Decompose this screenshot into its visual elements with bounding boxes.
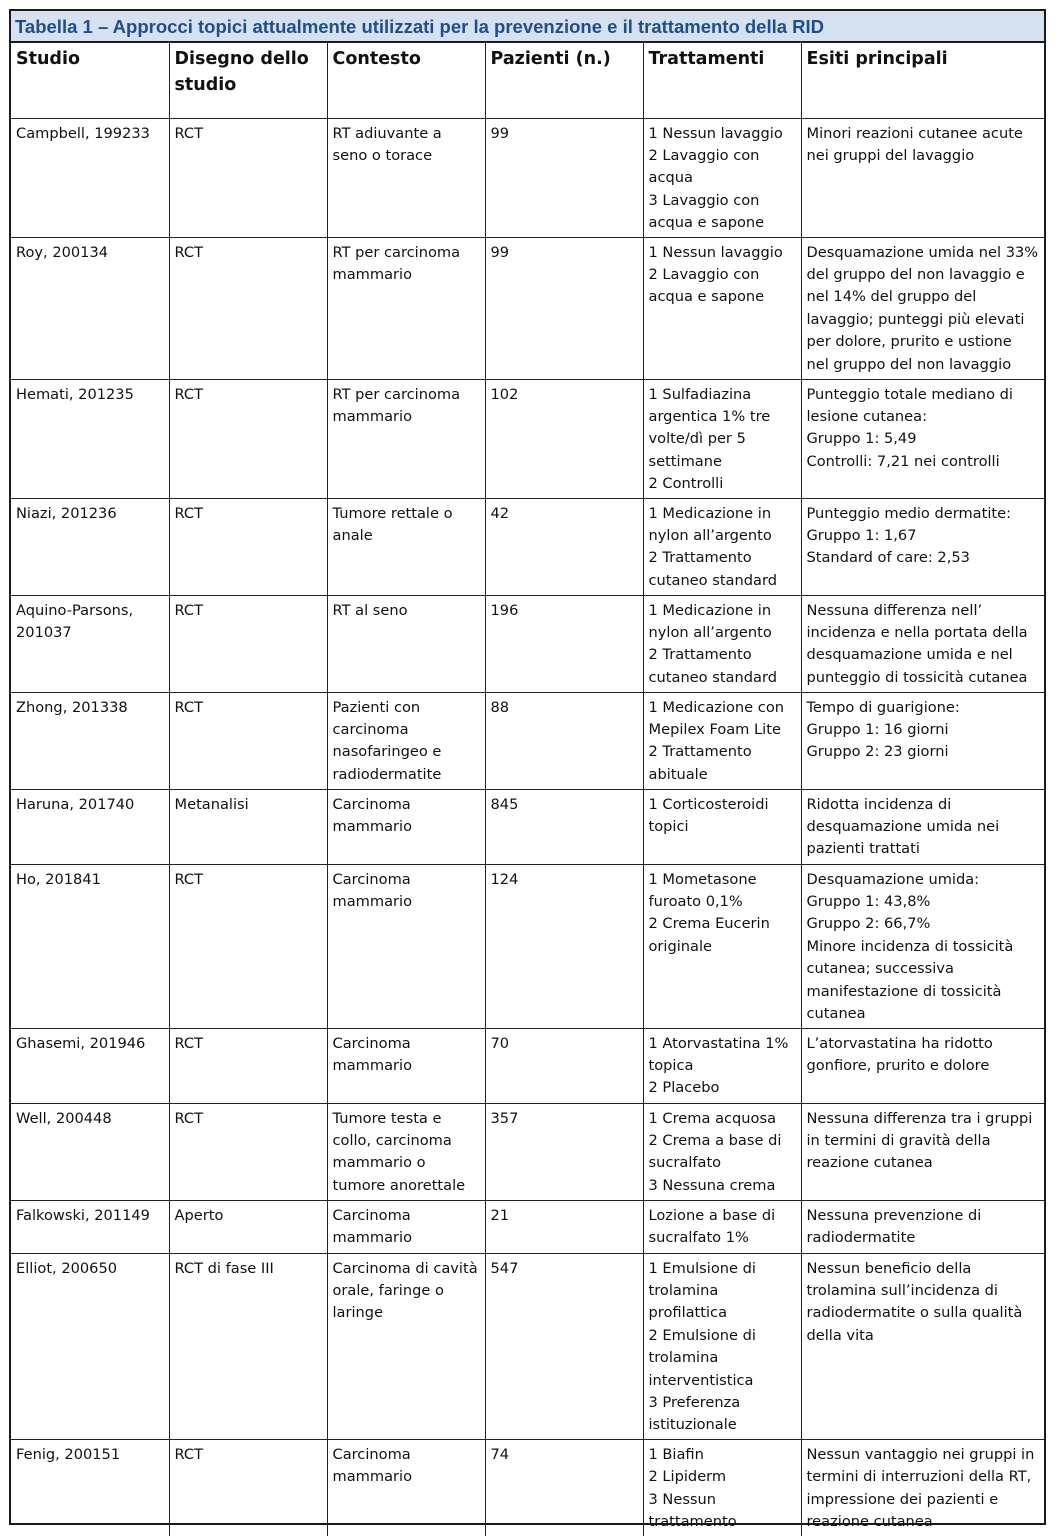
cell-pazienti	[485, 379, 643, 498]
cell-contesto	[327, 1103, 485, 1200]
cell-disegno	[169, 498, 327, 595]
cell-line: termini di interruzioni della RT,	[806, 1468, 1032, 1486]
cell-line: 99	[490, 124, 510, 142]
cell-studio	[11, 118, 169, 237]
cell-contesto	[327, 692, 485, 789]
header-row	[11, 43, 1044, 118]
cell-line: topica	[648, 1056, 694, 1074]
header-esiti: Esiti principali	[801, 43, 1044, 118]
cell-studio	[11, 1200, 169, 1253]
cell-line: 201037	[16, 623, 72, 641]
cell-contesto	[327, 118, 485, 237]
table-row	[11, 379, 1044, 498]
header-studio: Studio	[11, 43, 169, 118]
cell-line: 1 Corticosteroidi	[648, 795, 769, 813]
cell-line: Falkowski, 201149	[16, 1206, 150, 1224]
cell-esiti	[801, 789, 1044, 864]
cell-line: Nessun vantaggio nei gruppi in	[806, 1445, 1035, 1463]
cell-esiti	[801, 1439, 1044, 1536]
cell-studio	[11, 1103, 169, 1200]
cell-line: del gruppo del non lavaggio e	[806, 265, 1025, 283]
cell-line: RCT	[174, 124, 204, 142]
cell-disegno	[169, 789, 327, 864]
cell-esiti	[801, 379, 1044, 498]
cell-line: tumore anorettale	[332, 1176, 466, 1194]
cell-contesto	[327, 379, 485, 498]
cell-line: acqua e sapone	[648, 288, 765, 306]
table-row	[11, 118, 1044, 237]
cell-line: RT per carcinoma	[332, 243, 461, 261]
cell-line: nel 14% del gruppo del	[806, 288, 977, 306]
cell-line: nylon all’argento	[648, 623, 772, 641]
cell-line: 1 Medicazione in	[648, 504, 772, 522]
cell-line: argentica 1% tre	[648, 407, 771, 425]
cell-line: collo, carcinoma	[332, 1131, 452, 1149]
cell-line: orale, faringe o	[332, 1281, 444, 1299]
cell-line: RCT	[174, 243, 204, 261]
cell-pazienti	[485, 1200, 643, 1253]
cell-line: in termini di gravità della	[806, 1131, 991, 1149]
cell-disegno	[169, 118, 327, 237]
cell-line: 3 Lavaggio con	[648, 191, 760, 209]
cell-line: mammario	[332, 892, 413, 910]
cell-disegno	[169, 379, 327, 498]
cell-line: RCT	[174, 1034, 204, 1052]
cell-esiti	[801, 864, 1044, 1028]
cell-line: 99	[490, 243, 510, 261]
cell-contesto	[327, 237, 485, 379]
cell-line: 2 Controlli	[648, 475, 724, 493]
cell-line: 74	[490, 1445, 510, 1463]
cell-line: 547	[490, 1259, 519, 1277]
cell-line: reazione cutanea	[806, 1154, 933, 1172]
cell-line: mammario	[332, 1468, 413, 1486]
cell-line: Gruppo 1: 1,67	[806, 526, 917, 544]
cell-studio	[11, 864, 169, 1028]
cell-trattamenti	[643, 1028, 801, 1103]
cell-line: 1 Emulsione di	[648, 1259, 756, 1277]
cell-esiti	[801, 498, 1044, 595]
cell-line: radiodermatite	[806, 1228, 916, 1246]
table-row	[11, 237, 1044, 379]
cell-line: 1 Nessun lavaggio	[648, 243, 783, 261]
cell-line: volte/dì per 5	[648, 430, 746, 448]
cell-line: L’atorvastatina ha ridotto	[806, 1034, 993, 1052]
cell-pazienti	[485, 789, 643, 864]
cell-disegno	[169, 595, 327, 692]
cell-studio	[11, 1028, 169, 1103]
cell-line: radiodermatite o sulla qualità	[806, 1304, 1023, 1322]
cell-line: Elliot, 200650	[16, 1259, 118, 1277]
table-row	[11, 1200, 1044, 1253]
cell-line: 1 Atorvastatina 1%	[648, 1034, 789, 1052]
cell-studio	[11, 595, 169, 692]
cell-line: 2 Trattamento	[648, 549, 752, 567]
cell-disegno	[169, 692, 327, 789]
cell-line: nel gruppo del non lavaggio	[806, 355, 1012, 373]
cell-line: RCT	[174, 1109, 204, 1127]
cell-line: seno o torace	[332, 146, 433, 164]
header-trattamenti: Trattamenti	[643, 43, 801, 118]
cell-line: profilattica	[648, 1304, 728, 1322]
table-header	[11, 43, 1044, 118]
cell-trattamenti	[643, 379, 801, 498]
cell-pazienti	[485, 498, 643, 595]
cell-line: RCT di fase III	[174, 1259, 274, 1277]
cell-line: Carcinoma di cavità	[332, 1259, 478, 1277]
cell-line: Mepilex Foam Lite	[648, 720, 781, 738]
cell-esiti	[801, 237, 1044, 379]
cell-contesto	[327, 1028, 485, 1103]
cell-line: mammario	[332, 1056, 413, 1074]
cell-line: Aquino-Parsons,	[16, 601, 134, 619]
cell-line: Punteggio totale mediano di	[806, 385, 1013, 403]
cell-line: mammario	[332, 265, 413, 283]
table-row	[11, 1103, 1044, 1200]
cell-line: interventistica	[648, 1371, 754, 1389]
cell-line: laringe	[332, 1304, 384, 1322]
cell-line: impressione dei pazienti e	[806, 1490, 999, 1508]
cell-line: Fenig, 200151	[16, 1445, 121, 1463]
cell-line: RT per carcinoma	[332, 385, 461, 403]
cell-line: Carcinoma	[332, 1206, 411, 1224]
cell-pazienti	[485, 1253, 643, 1439]
cell-line: acqua e sapone	[648, 214, 765, 232]
cell-line: Tumore testa e	[332, 1109, 442, 1127]
cell-line: Gruppo 2: 66,7%	[806, 915, 931, 933]
table-row	[11, 595, 1044, 692]
cell-line: per dolore, prurito e ustione	[806, 333, 1012, 351]
cell-line: Desquamazione umida nel 33%	[806, 243, 1039, 261]
cell-line: nei gruppi del lavaggio	[806, 146, 975, 164]
table-row	[11, 864, 1044, 1028]
cell-line: RCT	[174, 385, 204, 403]
cell-studio	[11, 1253, 169, 1439]
cell-studio	[11, 498, 169, 595]
cell-line: 1 Biafin	[648, 1445, 704, 1463]
header-pazienti: Pazienti (n.)	[485, 43, 643, 118]
cell-disegno	[169, 1028, 327, 1103]
cell-line: Nessun beneficio della	[806, 1259, 972, 1277]
cell-line: 1 Sulfadiazina	[648, 385, 752, 403]
cell-line: Nessuna prevenzione di	[806, 1206, 982, 1224]
cell-line: mammario	[332, 817, 413, 835]
cell-line: della vita	[806, 1326, 874, 1344]
cell-line: abituale	[648, 765, 708, 783]
cell-line: lavaggio; punteggi più elevati	[806, 310, 1025, 328]
cell-studio	[11, 1439, 169, 1536]
cell-studio	[11, 692, 169, 789]
cell-esiti	[801, 1028, 1044, 1103]
cell-line: nasofaringeo e	[332, 743, 442, 761]
cell-disegno	[169, 1200, 327, 1253]
cell-line: 1 Mometasone	[648, 870, 757, 888]
cell-line: Haruna, 201740	[16, 795, 135, 813]
cell-line: mammario	[332, 407, 413, 425]
cell-contesto	[327, 595, 485, 692]
cell-trattamenti	[643, 1200, 801, 1253]
cell-line: RCT	[174, 698, 204, 716]
header-contesto: Contesto	[327, 43, 485, 118]
cell-disegno	[169, 864, 327, 1028]
cell-line: Metanalisi	[174, 795, 249, 813]
cell-pazienti	[485, 1103, 643, 1200]
cell-trattamenti	[643, 498, 801, 595]
table-title: Tabella 1 – Approcci topici attualmente utilizzati per la prevenzione e il trattamento della RID	[11, 11, 1044, 43]
cell-line: Nessuna differenza nell’	[806, 601, 983, 619]
cell-esiti	[801, 1253, 1044, 1439]
cell-line: RT adiuvante a	[332, 124, 442, 142]
cell-contesto	[327, 864, 485, 1028]
cell-line: gonfiore, prurito e dolore	[806, 1056, 990, 1074]
cell-line: nylon all’argento	[648, 526, 772, 544]
cell-trattamenti	[643, 1439, 801, 1536]
cell-line: cutanea	[806, 1005, 866, 1022]
cell-line: 70	[490, 1034, 510, 1052]
cell-line: 1 Crema acquosa	[648, 1109, 777, 1127]
cell-line: sucralfato 1%	[648, 1228, 749, 1246]
cell-line: 196	[490, 601, 519, 619]
cell-disegno	[169, 1439, 327, 1536]
table-row	[11, 692, 1044, 789]
cell-line: 21	[490, 1206, 510, 1224]
cell-line: pazienti trattati	[806, 840, 920, 858]
cell-line: punteggio di tossicità cutanea	[806, 668, 1028, 686]
cell-esiti	[801, 595, 1044, 692]
cell-disegno	[169, 1103, 327, 1200]
cell-line: Carcinoma	[332, 1034, 411, 1052]
cell-disegno	[169, 1253, 327, 1439]
cell-line: Hemati, 201235	[16, 385, 134, 403]
cell-line: RT al seno	[332, 601, 408, 619]
cell-line: 42	[490, 504, 510, 522]
cell-line: Roy, 200134	[16, 243, 109, 261]
cell-line: 2 Crema a base di	[648, 1131, 782, 1149]
table-row	[11, 498, 1044, 595]
cell-line: mammario o	[332, 1154, 426, 1172]
cell-trattamenti	[643, 864, 801, 1028]
cell-line: 2 Trattamento	[648, 646, 752, 664]
cell-pazienti	[485, 595, 643, 692]
cell-line: sucralfato	[648, 1154, 722, 1172]
cell-contesto	[327, 1253, 485, 1439]
table-row	[11, 789, 1044, 864]
cell-trattamenti	[643, 1253, 801, 1439]
cell-line: 2 Emulsione di	[648, 1326, 756, 1344]
cell-line: 1 Nessun lavaggio	[648, 124, 783, 142]
cell-line: Gruppo 1: 5,49	[806, 430, 917, 448]
cell-line: 124	[490, 870, 519, 888]
cell-trattamenti	[643, 692, 801, 789]
cell-line: Pazienti con	[332, 698, 421, 716]
cell-line: trolamina sull’incidenza di	[806, 1281, 998, 1299]
table-body	[11, 118, 1044, 1536]
table-row	[11, 1253, 1044, 1439]
cell-studio	[11, 789, 169, 864]
cell-line: carcinoma	[332, 720, 409, 738]
cell-line: Gruppo 1: 16 giorni	[806, 720, 949, 738]
cell-line: manifestazione di tossicità	[806, 982, 1002, 1000]
cell-line: RCT	[174, 601, 204, 619]
cell-line: 2 Trattamento	[648, 743, 752, 761]
cell-esiti	[801, 1200, 1044, 1253]
cell-line: Ridotta incidenza di	[806, 795, 952, 813]
cell-pazienti	[485, 237, 643, 379]
cell-line: Carcinoma	[332, 795, 411, 813]
cell-line: furoato 0,1%	[648, 892, 743, 910]
cell-esiti	[801, 118, 1044, 237]
cell-line: trolamina	[648, 1281, 719, 1299]
cell-line: Tumore rettale o	[332, 504, 453, 522]
cell-line: anale	[332, 526, 373, 544]
cell-trattamenti	[643, 595, 801, 692]
cell-pazienti	[485, 1028, 643, 1103]
cell-line: radiodermatite	[332, 765, 442, 783]
cell-line: desquamazione umida nei	[806, 817, 1000, 835]
cell-line: Well, 200448	[16, 1109, 112, 1127]
cell-trattamenti	[643, 118, 801, 237]
cell-line: RCT	[174, 870, 204, 888]
cell-line: 3 Nessun	[648, 1490, 717, 1508]
cell-line: Campbell, 199233	[16, 124, 150, 142]
studies-table	[11, 43, 1044, 1536]
cell-studio	[11, 379, 169, 498]
cell-line: incidenza e nella portata della	[806, 623, 1028, 641]
cell-line: cutaneo standard	[648, 571, 777, 589]
cell-line: 88	[490, 698, 510, 716]
cell-pazienti	[485, 118, 643, 237]
cell-disegno	[169, 237, 327, 379]
cell-trattamenti	[643, 789, 801, 864]
header-disegno: Disegno dello studio	[169, 43, 327, 118]
cell-line: Gruppo 2: 23 giorni	[806, 743, 949, 761]
cell-line: 2 Lipiderm	[648, 1468, 727, 1486]
cell-line: mammario	[332, 1228, 413, 1246]
cell-line: 2 Lavaggio con	[648, 265, 760, 283]
cell-line: Gruppo 1: 43,8%	[806, 892, 931, 910]
cell-line: Aperto	[174, 1206, 224, 1224]
cell-line: settimane	[648, 452, 722, 470]
cell-line: Tempo di guarigione:	[806, 698, 960, 716]
cell-line: Standard of care: 2,53	[806, 549, 970, 567]
cell-line: Nessuna differenza tra i gruppi	[806, 1109, 1033, 1127]
cell-line: acqua	[648, 169, 693, 187]
cell-line: reazione cutanea	[806, 1513, 933, 1531]
cell-studio	[11, 237, 169, 379]
cell-line: trolamina	[648, 1349, 719, 1367]
cell-line: 102	[490, 385, 519, 403]
cell-contesto	[327, 1439, 485, 1536]
cell-line: originale	[648, 937, 713, 955]
cell-line: Carcinoma	[332, 1445, 411, 1463]
cell-line: lesione cutanea:	[806, 407, 928, 425]
cell-line: topici	[648, 817, 689, 835]
cell-line: Controlli: 7,21 nei controlli	[806, 452, 1000, 470]
cell-contesto	[327, 1200, 485, 1253]
table-row	[11, 1028, 1044, 1103]
cell-line: trattamento	[648, 1513, 737, 1531]
cell-line: 3 Preferenza	[648, 1394, 741, 1411]
cell-line: Carcinoma	[332, 870, 411, 888]
cell-line: Zhong, 201338	[16, 698, 128, 716]
cell-esiti	[801, 692, 1044, 789]
cell-pazienti	[485, 692, 643, 789]
cell-esiti	[801, 1103, 1044, 1200]
cell-line: 357	[490, 1109, 519, 1127]
cell-line: RCT	[174, 1445, 204, 1463]
cell-line: 845	[490, 795, 519, 813]
cell-trattamenti	[643, 237, 801, 379]
cell-line: Minore incidenza di tossicità	[806, 937, 1014, 955]
cell-line: 3 Nessuna crema	[648, 1176, 776, 1194]
cell-line: Ho, 201841	[16, 870, 101, 888]
cell-line: Desquamazione umida:	[806, 870, 980, 888]
cell-line: RCT	[174, 504, 204, 522]
cell-line: 2 Lavaggio con	[648, 146, 760, 164]
cell-line: Punteggio medio dermatite:	[806, 504, 1012, 522]
cell-contesto	[327, 498, 485, 595]
cell-line: Lozione a base di	[648, 1206, 776, 1224]
cell-line: Minori reazioni cutanee acute	[806, 124, 1023, 142]
cell-line: desquamazione umida e nel	[806, 646, 1013, 664]
document-page	[9, 9, 1046, 1531]
cell-line: cutanea; successiva	[806, 960, 954, 978]
cell-contesto	[327, 789, 485, 864]
cell-line: istituzionale	[648, 1416, 737, 1434]
cell-line: 2 Placebo	[648, 1079, 720, 1097]
cell-line: 1 Medicazione in	[648, 601, 772, 619]
cell-pazienti	[485, 864, 643, 1028]
cell-line: Ghasemi, 201946	[16, 1034, 146, 1052]
cell-line: 2 Crema Eucerin	[648, 915, 770, 933]
cell-pazienti	[485, 1439, 643, 1536]
table-row	[11, 1439, 1044, 1536]
cell-line: Niazi, 201236	[16, 504, 117, 522]
cell-line: cutaneo standard	[648, 668, 777, 686]
cell-line: 1 Medicazione con	[648, 698, 784, 716]
cell-trattamenti	[643, 1103, 801, 1200]
